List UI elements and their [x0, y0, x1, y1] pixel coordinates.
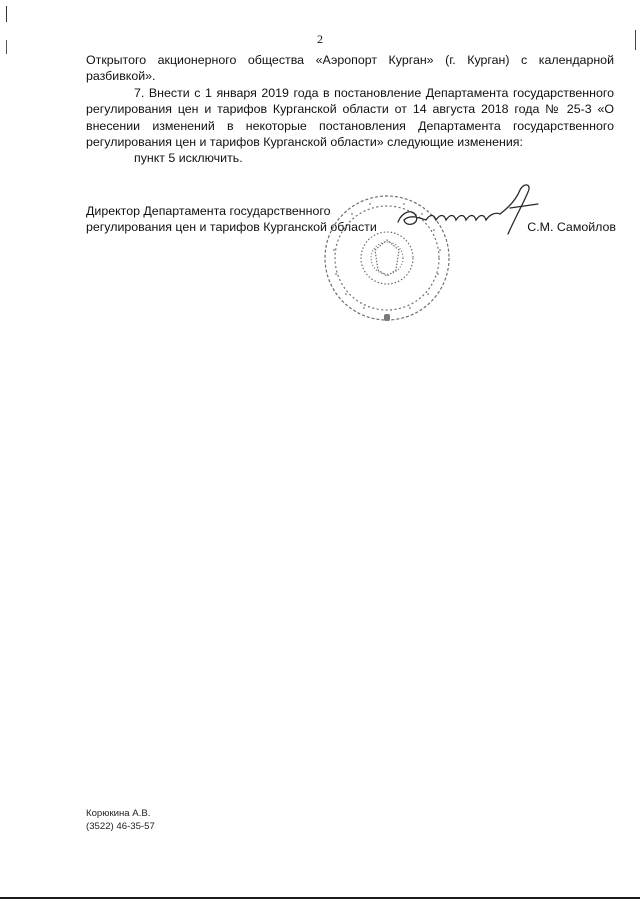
executor-name: Корюкина А.В.: [86, 808, 151, 819]
item-7-paragraph: [86, 85, 614, 151]
signer-position-line: Директор Департамента государственного: [86, 204, 331, 218]
scan-edge-line: [0, 897, 640, 899]
document-body: [86, 52, 614, 167]
continuation-paragraph: [86, 52, 614, 85]
text-line: Открытого акционерного общества «Аэропорт Курган» (г. Курган) с календарной: [86, 53, 614, 67]
signer-name: С.М. Самойлов: [527, 220, 616, 234]
signature-block: [86, 203, 616, 236]
text-line: внесении изменений в некоторые постановления Департамента государственного: [86, 118, 614, 133]
text-line: регулирования цен и тарифов Курганской области» следующие изменения:: [86, 135, 523, 150]
page-number: 2: [317, 32, 323, 46]
text-line: 7. Внести с 1 января 2019 года в постановление Департамента государственного: [134, 85, 614, 100]
signer-position-line: регулирования цен и тарифов Курганской области: [86, 220, 377, 235]
scan-edge-mark: [6, 6, 7, 22]
text-line: разбивкой».: [86, 69, 156, 84]
item-7-subpoint: пункт 5 исключить.: [134, 151, 243, 166]
executor-info: [86, 808, 155, 833]
executor-phone: (3522) 46-35-57: [86, 820, 155, 832]
text-line: регулирования цен и тарифов Курганской области от 14 августа 2018 года № 25-3 «О: [86, 102, 614, 117]
